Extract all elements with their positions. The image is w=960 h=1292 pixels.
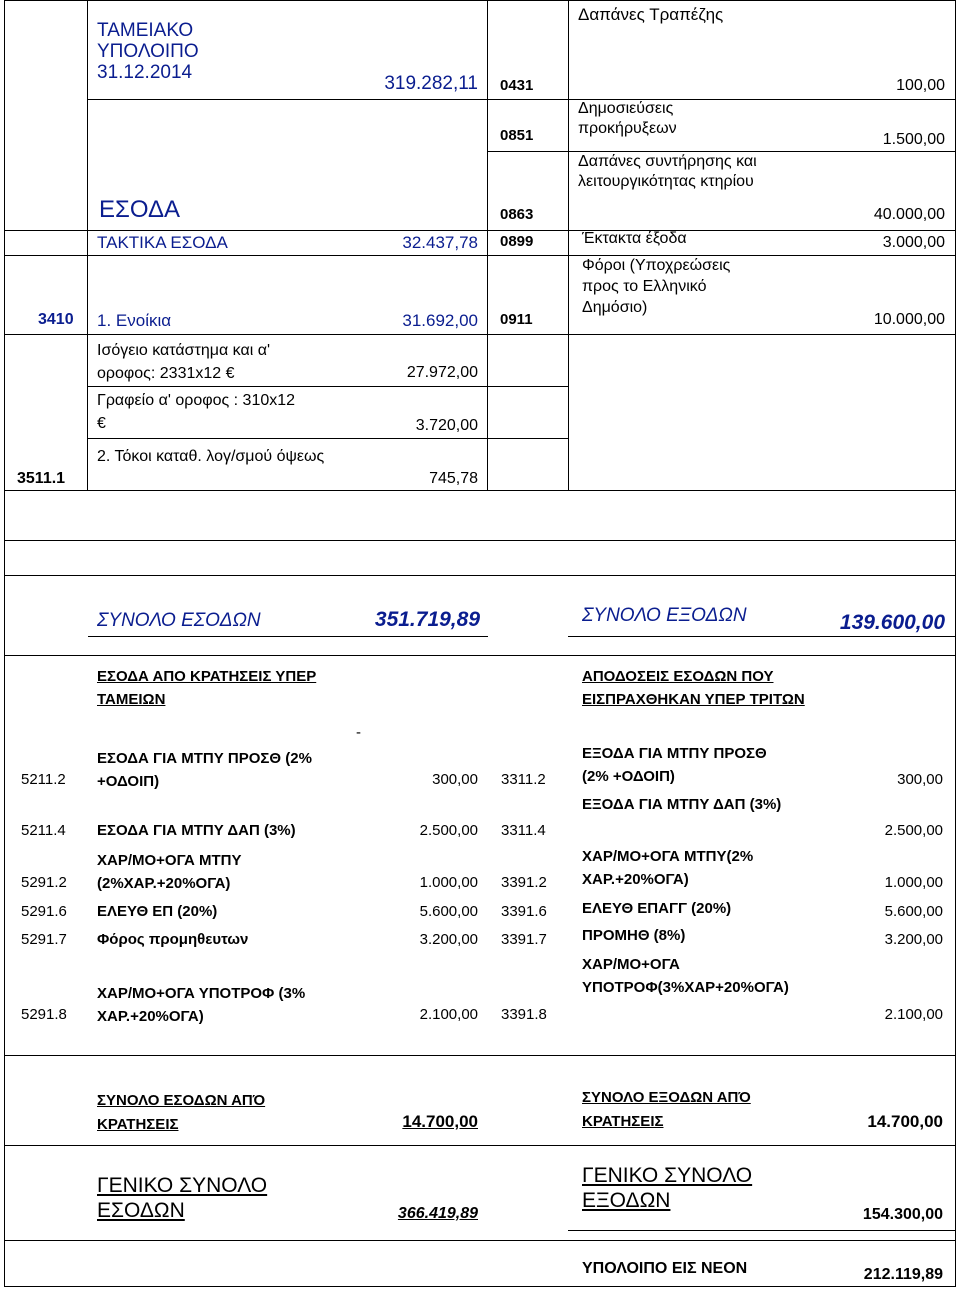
k-left-code-2: 5211.4 xyxy=(21,822,66,839)
expense-amount-0863: 40.000,00 xyxy=(873,206,945,223)
synolo-esodon-kratiseis-label: ΣΥΝΟΛΟ ΕΣΟΔΩΝ ΑΠΌ ΚΡΑΤΗΣΕΙΣ xyxy=(97,1092,266,1133)
dapanes-trapezis-label: Δαπάνες Τραπέζης xyxy=(578,5,724,24)
kratiseis-left-heading: ΕΣΟΔΑ ΑΠΟ ΚΡΑΤΗΣΕΙΣ ΥΠΕΡ ΤΑΜΕΙΩΝ xyxy=(97,668,317,709)
synolo-exodon-kratiseis-label: ΣΥΝΟΛΟ ΕΞΟΔΩΝ ΑΠΌ ΚΡΑΤΗΣΕΙΣ xyxy=(582,1089,751,1130)
enoikia-amount: 31.692,00 xyxy=(402,311,478,330)
synolo-esodon-label: ΣΥΝΟΛΟ ΕΣΟΔΩΝ xyxy=(97,610,261,631)
tameiako-title: ΤΑΜΕΙΑΚΟ ΥΠΟΛΟΙΠΟ 31.12.2014 xyxy=(97,20,199,83)
enoikia-code: 3410 xyxy=(38,311,74,328)
k-right-amount-1: 300,00 xyxy=(897,771,943,788)
synolo-esodon-amount: 351.719,89 xyxy=(374,608,480,631)
synolo-exodon-kratiseis-amount: 14.700,00 xyxy=(867,1112,943,1131)
synolo-exodon-label: ΣΥΝΟΛΟ ΕΞΟΔΩΝ xyxy=(582,605,747,626)
k-right-amount-5: 3.200,00 xyxy=(884,931,943,948)
k-right-label-4: ΕΛΕΥΘ ΕΠΑΓΓ (20%) xyxy=(582,900,732,917)
k-right-amount-2: 2.500,00 xyxy=(884,822,943,839)
taktika-esoda-amount: 32.437,78 xyxy=(402,233,478,252)
k-left-code-4: 5291.6 xyxy=(21,903,67,920)
tokoi-code: 3511.1 xyxy=(17,470,66,487)
tokoi-amount: 745,78 xyxy=(429,470,478,487)
expense-amount-0899: 3.000,00 xyxy=(882,234,945,251)
k-right-label-5: ΠΡΟΜΗΘ (8%) xyxy=(582,927,686,944)
k-right-code-6: 3391.8 xyxy=(501,1006,547,1023)
k-right-code-4: 3391.6 xyxy=(501,903,547,920)
geniko-synolo-exodon-label: ΓΕΝΙΚΟ ΣΥΝΟΛΟ ΕΞΟΔΩΝ xyxy=(582,1164,753,1213)
kratiseis-dash: - xyxy=(356,724,361,741)
geniko-synolo-esodon-label: ΓΕΝΙΚΟ ΣΥΝΟΛΟ ΕΣΟΔΩΝ xyxy=(97,1174,268,1223)
taktika-esoda-label: ΤΑΚΤΙΚΑ ΕΣΟΔΑ xyxy=(97,233,228,252)
k-left-amount-3: 1.000,00 xyxy=(419,874,478,891)
isogeio-label: Ισόγειο κατάστημα και α' οροφος: 2331x12 € xyxy=(97,342,271,383)
k-right-label-3: ΧΑΡ/ΜΟ+ΟΓΑ ΜΤΠΥ(2% ΧΑΡ.+20%ΟΓΑ) xyxy=(582,848,754,888)
geniko-synolo-esodon-amount: 366.419,89 xyxy=(397,1205,478,1222)
k-right-label-1: ΕΞΟΔΑ ΓΙΑ ΜΤΠΥ ΠΡΟΣΘ (2% +ΟΔΟΙΠ) xyxy=(582,745,767,785)
synolo-esodon-kratiseis-amount: 14.700,00 xyxy=(402,1112,478,1131)
k-left-label-4: ΕΛΕΥΘ ΕΠ (20%) xyxy=(97,903,218,920)
expense-code-0431: 0431 xyxy=(500,77,534,94)
k-left-label-6: ΧΑΡ/ΜΟ+ΟΓΑ ΥΠΟΤΡΟΦ (3% ΧΑΡ.+20%ΟΓΑ) xyxy=(97,985,306,1026)
grafeio-label: Γραφείο α' οροφος : 310x12 € xyxy=(97,392,296,433)
k-left-label-1: ΕΣΟΔΑ ΓΙΑ ΜΤΠΥ ΠΡΟΣΘ (2% +ΟΔΟΙΠ) xyxy=(97,750,312,791)
isogeio-amount: 27.972,00 xyxy=(406,364,478,381)
k-left-label-5: Φόρος προμηθευτων xyxy=(97,931,249,948)
expense-code-0911: 0911 xyxy=(500,311,533,328)
expense-label-0863: Δαπάνες συντήρησης και λειτουργικότητας κτηρίου xyxy=(578,153,757,190)
expense-label-0899: Έκτακτα έξοδα xyxy=(582,230,687,247)
k-left-amount-4: 5.600,00 xyxy=(419,903,478,920)
expense-amount-0431: 100,00 xyxy=(896,77,945,94)
geniko-synolo-exodon-amount: 154.300,00 xyxy=(862,1206,943,1223)
k-left-amount-6: 2.100,00 xyxy=(419,1006,478,1023)
k-right-code-3: 3391.2 xyxy=(501,874,547,891)
k-right-code-5: 3391.7 xyxy=(501,931,547,948)
kratiseis-right-heading: ΑΠΟΔΟΣΕΙΣ ΕΣΟΔΩΝ ΠΟΥ ΕΙΣΠΡΑΧΘΗΚΑΝ ΥΠΕΡ ΤΡΙΤΩΝ xyxy=(582,668,805,709)
tokoi-label: 2. Τόκοι καταθ. λογ/σμού όψεως xyxy=(97,448,325,465)
k-left-label-2: ΕΣΟΔΑ ΓΙΑ ΜΤΠΥ ΔΑΠ (3%) xyxy=(97,822,296,839)
expense-amount-0911: 10.000,00 xyxy=(873,311,945,328)
expense-amount-0851: 1.500,00 xyxy=(882,131,945,148)
k-left-amount-5: 3.200,00 xyxy=(419,931,478,948)
k-right-label-2: ΕΞΟΔΑ ΓΙΑ ΜΤΠΥ ΔΑΠ (3%) xyxy=(582,796,782,813)
expense-label-0911: Φόροι (Υποχρεώσεις προς το Ελληνικό Δημόσιο) xyxy=(582,257,731,316)
expense-label-0851: Δημοσιεύσεις προκήρυξεων xyxy=(578,100,677,137)
synolo-exodon-amount: 139.600,00 xyxy=(839,611,945,634)
k-right-amount-4: 5.600,00 xyxy=(884,903,943,920)
k-right-code-1: 3311.2 xyxy=(501,771,546,788)
k-right-label-6: ΧΑΡ/ΜΟ+ΟΓΑ ΥΠΟΤΡΟΦ(3%ΧΑΡ+20%ΟΓΑ) xyxy=(582,956,789,996)
k-left-code-3: 5291.2 xyxy=(21,874,67,891)
k-left-amount-1: 300,00 xyxy=(432,771,478,788)
expense-code-0863: 0863 xyxy=(500,206,534,223)
k-right-code-2: 3311.4 xyxy=(501,822,546,839)
k-left-amount-2: 2.500,00 xyxy=(419,822,478,839)
k-left-code-5: 5291.7 xyxy=(21,931,67,948)
ypoloipo-eis-neon-label: ΥΠΟΛΟΙΠΟ ΕΙΣ ΝΕΟΝ xyxy=(582,1260,748,1277)
expense-code-0851: 0851 xyxy=(500,127,534,144)
k-left-code-6: 5291.8 xyxy=(21,1006,67,1023)
tameiako-amount: 319.282,11 xyxy=(384,73,478,94)
k-left-label-3: ΧΑΡ/ΜΟ+ΟΓΑ ΜΤΠΥ (2%ΧΑΡ.+20%ΟΓΑ) xyxy=(97,852,242,893)
grafeio-amount: 3.720,00 xyxy=(415,417,478,434)
ypoloipo-eis-neon-amount: 212.119,89 xyxy=(863,1266,943,1283)
k-right-amount-3: 1.000,00 xyxy=(884,874,943,891)
expense-code-0899: 0899 xyxy=(500,233,534,250)
esoda-heading: ΕΣΟΔΑ xyxy=(99,196,181,223)
enoikia-label: 1. Ενοίκια xyxy=(97,311,172,330)
k-left-code-1: 5211.2 xyxy=(21,771,66,788)
k-right-amount-6: 2.100,00 xyxy=(884,1006,943,1023)
